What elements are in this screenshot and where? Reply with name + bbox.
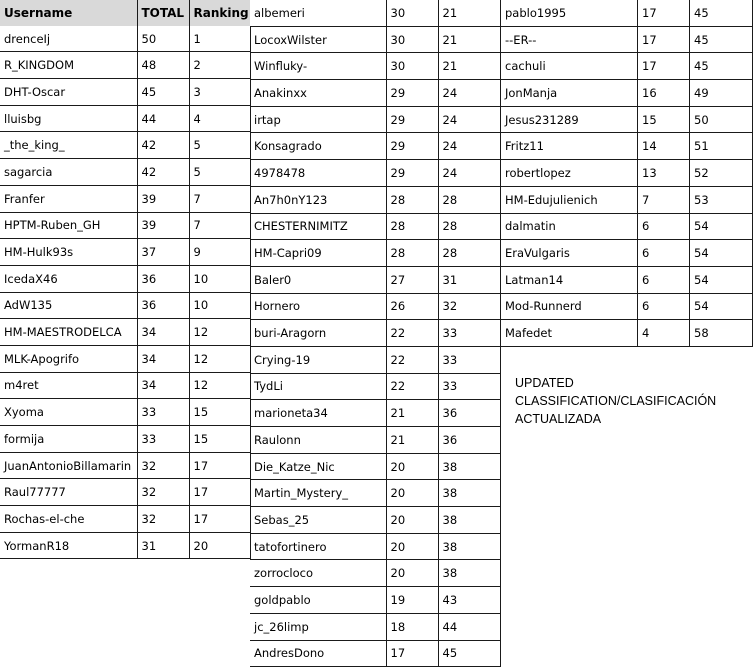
ranking-table-3 (500, 0, 753, 347)
cell-username: AndresDono (250, 640, 386, 667)
cell-username: Franfer (0, 185, 137, 212)
cell-ranking: 24 (438, 160, 500, 187)
cell-total: 31 (137, 532, 189, 559)
table-row (0, 506, 250, 533)
cell-username: Mafedet (501, 320, 638, 347)
cell-total: 29 (386, 160, 438, 187)
cell-total: 20 (386, 507, 438, 534)
cell-total: 21 (386, 400, 438, 427)
cell-username: Hornero (250, 293, 386, 320)
cell-total: 17 (638, 53, 690, 80)
cell-total: 22 (386, 320, 438, 347)
table-row (250, 480, 500, 507)
cell-username: Rochas-el-che (0, 506, 137, 533)
cell-ranking: 52 (690, 160, 753, 187)
cell-ranking: 10 (189, 292, 250, 319)
cell-username: 4978478 (250, 160, 386, 187)
cell-total: 39 (137, 185, 189, 212)
cell-ranking: 12 (189, 319, 250, 346)
table-row (501, 160, 753, 187)
cell-ranking: 49 (690, 80, 753, 107)
cell-username: zorrocloco (250, 560, 386, 587)
cell-username: Raul77777 (0, 479, 137, 506)
cell-username: _the_king_ (0, 132, 137, 159)
table-row (501, 80, 753, 107)
table-row (0, 372, 250, 399)
cell-total: 6 (638, 213, 690, 240)
table-row (0, 26, 250, 52)
cell-ranking: 15 (189, 426, 250, 453)
table-row (501, 320, 753, 347)
header-total: TOTAL (137, 0, 189, 26)
cell-total: 22 (386, 346, 438, 373)
cell-total: 42 (137, 159, 189, 186)
table-row (501, 213, 753, 240)
cell-username: DHT-Oscar (0, 79, 137, 106)
cell-ranking: 24 (438, 106, 500, 133)
table-row (0, 132, 250, 159)
cell-username: albemeri (250, 0, 386, 26)
table-row (250, 80, 500, 107)
cell-ranking: 38 (438, 560, 500, 587)
ranking-table-2 (250, 0, 501, 667)
cell-username: formija (0, 426, 137, 453)
cell-total: 30 (386, 26, 438, 53)
cell-total: 16 (638, 80, 690, 107)
cell-username: MLK-Apogrifo (0, 345, 137, 372)
cell-ranking: 20 (189, 532, 250, 559)
cell-username: R_KINGDOM (0, 52, 137, 79)
cell-ranking: 54 (690, 266, 753, 293)
table-header-row (0, 0, 250, 26)
table-row (0, 426, 250, 453)
cell-username: buri-Aragorn (250, 320, 386, 347)
cell-username: Die_Katze_Nic (250, 453, 386, 480)
cell-ranking: 7 (189, 185, 250, 212)
cell-username: jc_26limp (250, 613, 386, 640)
cell-ranking: 43 (438, 587, 500, 614)
cell-username: HM-MAESTRODELCA (0, 319, 137, 346)
cell-username: Anakinxx (250, 80, 386, 107)
table-row (501, 293, 753, 320)
cell-ranking: 38 (438, 480, 500, 507)
cell-username: IcedaX46 (0, 265, 137, 292)
cell-total: 37 (137, 239, 189, 266)
table-row (250, 373, 500, 400)
table-row (501, 266, 753, 293)
cell-ranking: 38 (438, 453, 500, 480)
cell-ranking: 38 (438, 507, 500, 534)
cell-username: HPTM-Ruben_GH (0, 212, 137, 239)
cell-username: robertlopez (501, 160, 638, 187)
cell-ranking: 45 (690, 0, 753, 26)
cell-total: 18 (386, 613, 438, 640)
table-row (501, 26, 753, 53)
table-row (250, 240, 500, 267)
table-row (250, 186, 500, 213)
table-row (250, 613, 500, 640)
cell-ranking: 45 (690, 26, 753, 53)
cell-username: YormanR18 (0, 532, 137, 559)
cell-total: 27 (386, 266, 438, 293)
note-line-1: UPDATED (515, 376, 574, 390)
table-row (0, 399, 250, 426)
table-row (0, 452, 250, 479)
table-row (0, 159, 250, 186)
table-row (250, 0, 500, 26)
cell-ranking: 28 (438, 213, 500, 240)
cell-username: JuanAntonioBillamarin (0, 452, 137, 479)
table-row (0, 265, 250, 292)
cell-username: --ER-- (501, 26, 638, 53)
cell-total: 48 (137, 52, 189, 79)
ranking-table-1 (0, 0, 251, 559)
cell-total: 29 (386, 106, 438, 133)
table-row (250, 53, 500, 80)
cell-ranking: 2 (189, 52, 250, 79)
cell-ranking: 54 (690, 213, 753, 240)
cell-total: 32 (137, 479, 189, 506)
cell-username: LocoxWilster (250, 26, 386, 53)
table-row (250, 560, 500, 587)
cell-total: 20 (386, 453, 438, 480)
cell-username: EraVulgaris (501, 240, 638, 267)
cell-total: 26 (386, 293, 438, 320)
cell-username: Mod-Runnerd (501, 293, 638, 320)
cell-username: HM-Capri09 (250, 240, 386, 267)
cell-total: 13 (638, 160, 690, 187)
cell-username: Raulonn (250, 427, 386, 454)
cell-ranking: 24 (438, 80, 500, 107)
cell-username: Martin_Mystery_ (250, 480, 386, 507)
table-row (0, 345, 250, 372)
cell-ranking: 1 (189, 26, 250, 52)
cell-ranking: 28 (438, 186, 500, 213)
cell-ranking: 45 (690, 53, 753, 80)
cell-total: 42 (137, 132, 189, 159)
cell-ranking: 21 (438, 0, 500, 26)
cell-ranking: 17 (189, 452, 250, 479)
cell-username: Xyoma (0, 399, 137, 426)
table-row (250, 346, 500, 373)
cell-total: 6 (638, 293, 690, 320)
cell-username: Sebas_25 (250, 507, 386, 534)
cell-total: 20 (386, 480, 438, 507)
cell-total: 34 (137, 372, 189, 399)
cell-total: 45 (137, 79, 189, 106)
cell-ranking: 54 (690, 240, 753, 267)
cell-total: 36 (137, 265, 189, 292)
cell-ranking: 15 (189, 399, 250, 426)
cell-ranking: 17 (189, 506, 250, 533)
cell-username: Fritz11 (501, 133, 638, 160)
cell-total: 28 (386, 213, 438, 240)
cell-ranking: 17 (189, 479, 250, 506)
cell-total: 20 (386, 533, 438, 560)
cell-username: m4ret (0, 372, 137, 399)
table-row (501, 133, 753, 160)
cell-total: 20 (386, 560, 438, 587)
cell-username: lluisbg (0, 105, 137, 132)
cell-username: HM-Edujulienich (501, 186, 638, 213)
cell-ranking: 10 (189, 265, 250, 292)
cell-username: Crying-19 (250, 346, 386, 373)
table-row (0, 52, 250, 79)
cell-username: Winfluky- (250, 53, 386, 80)
table-row (250, 427, 500, 454)
table-row (0, 319, 250, 346)
cell-total: 19 (386, 587, 438, 614)
cell-ranking: 9 (189, 239, 250, 266)
cell-total: 6 (638, 266, 690, 293)
table-row (501, 0, 753, 26)
cell-ranking: 54 (690, 293, 753, 320)
cell-ranking: 38 (438, 533, 500, 560)
cell-ranking: 21 (438, 53, 500, 80)
table-row (250, 293, 500, 320)
cell-total: 29 (386, 133, 438, 160)
cell-ranking: 36 (438, 427, 500, 454)
cell-total: 15 (638, 106, 690, 133)
cell-ranking: 44 (438, 613, 500, 640)
cell-username: Baler0 (250, 266, 386, 293)
cell-total: 14 (638, 133, 690, 160)
cell-ranking: 7 (189, 212, 250, 239)
cell-ranking: 12 (189, 345, 250, 372)
table-row (501, 106, 753, 133)
cell-total: 33 (137, 399, 189, 426)
cell-total: 6 (638, 240, 690, 267)
table-row (0, 479, 250, 506)
table-row (250, 213, 500, 240)
cell-total: 21 (386, 427, 438, 454)
cell-username: goldpablo (250, 587, 386, 614)
cell-username: TydLi (250, 373, 386, 400)
table-row (0, 239, 250, 266)
cell-username: marioneta34 (250, 400, 386, 427)
cell-total: 32 (137, 452, 189, 479)
table-row (0, 105, 250, 132)
cell-ranking: 51 (690, 133, 753, 160)
cell-total: 30 (386, 0, 438, 26)
cell-username: Latman14 (501, 266, 638, 293)
cell-ranking: 33 (438, 320, 500, 347)
cell-ranking: 36 (438, 400, 500, 427)
cell-total: 36 (137, 292, 189, 319)
cell-ranking: 28 (438, 240, 500, 267)
cell-username: pablo1995 (501, 0, 638, 26)
cell-username: Konsagrado (250, 133, 386, 160)
cell-ranking: 21 (438, 26, 500, 53)
cell-username: sagarcia (0, 159, 137, 186)
cell-username: drenceIj (0, 26, 137, 52)
cell-total: 34 (137, 345, 189, 372)
cell-ranking: 33 (438, 346, 500, 373)
table-row (250, 400, 500, 427)
table-row (250, 533, 500, 560)
cell-ranking: 45 (438, 640, 500, 667)
cell-ranking: 33 (438, 373, 500, 400)
updated-classification-note (515, 374, 735, 428)
cell-username: HM-Hulk93s (0, 239, 137, 266)
cell-total: 29 (386, 80, 438, 107)
cell-ranking: 3 (189, 79, 250, 106)
cell-total: 33 (137, 426, 189, 453)
cell-total: 50 (137, 26, 189, 52)
cell-username: CHESTERNIMITZ (250, 213, 386, 240)
table-row (250, 160, 500, 187)
cell-ranking: 50 (690, 106, 753, 133)
cell-total: 17 (386, 640, 438, 667)
table-row (501, 240, 753, 267)
cell-ranking: 32 (438, 293, 500, 320)
table-row (0, 532, 250, 559)
cell-username: irtap (250, 106, 386, 133)
table-row (501, 53, 753, 80)
cell-total: 28 (386, 186, 438, 213)
cell-total: 4 (638, 320, 690, 347)
note-line-2: CLASSIFICATION/CLASIFICACIÓN (515, 394, 717, 408)
cell-total: 32 (137, 506, 189, 533)
cell-username: AdW135 (0, 292, 137, 319)
cell-ranking: 12 (189, 372, 250, 399)
cell-total: 17 (638, 26, 690, 53)
cell-ranking: 58 (690, 320, 753, 347)
table-row (250, 106, 500, 133)
table-row (0, 292, 250, 319)
table-row (250, 453, 500, 480)
table-row (250, 26, 500, 53)
note-line-3: ACTUALIZADA (515, 412, 602, 426)
table-row (250, 640, 500, 667)
cell-total: 44 (137, 105, 189, 132)
cell-ranking: 4 (189, 105, 250, 132)
cell-total: 22 (386, 373, 438, 400)
cell-username: cachuli (501, 53, 638, 80)
table-row (0, 79, 250, 106)
cell-total: 39 (137, 212, 189, 239)
cell-username: Jesus231289 (501, 106, 638, 133)
header-ranking: Ranking (189, 0, 250, 26)
table-row (250, 507, 500, 534)
cell-username: tatofortinero (250, 533, 386, 560)
cell-ranking: 53 (690, 186, 753, 213)
table-row (250, 320, 500, 347)
table-row (0, 212, 250, 239)
table-row (0, 185, 250, 212)
cell-total: 17 (638, 0, 690, 26)
table-row (250, 266, 500, 293)
cell-username: dalmatin (501, 213, 638, 240)
header-username: Username (0, 0, 137, 26)
cell-username: JonManja (501, 80, 638, 107)
cell-ranking: 5 (189, 159, 250, 186)
table-row (501, 186, 753, 213)
cell-username: An7h0nY123 (250, 186, 386, 213)
table-row (250, 587, 500, 614)
cell-total: 7 (638, 186, 690, 213)
cell-ranking: 31 (438, 266, 500, 293)
cell-ranking: 5 (189, 132, 250, 159)
table-row (250, 133, 500, 160)
cell-total: 34 (137, 319, 189, 346)
cell-total: 28 (386, 240, 438, 267)
cell-ranking: 24 (438, 133, 500, 160)
cell-total: 30 (386, 53, 438, 80)
